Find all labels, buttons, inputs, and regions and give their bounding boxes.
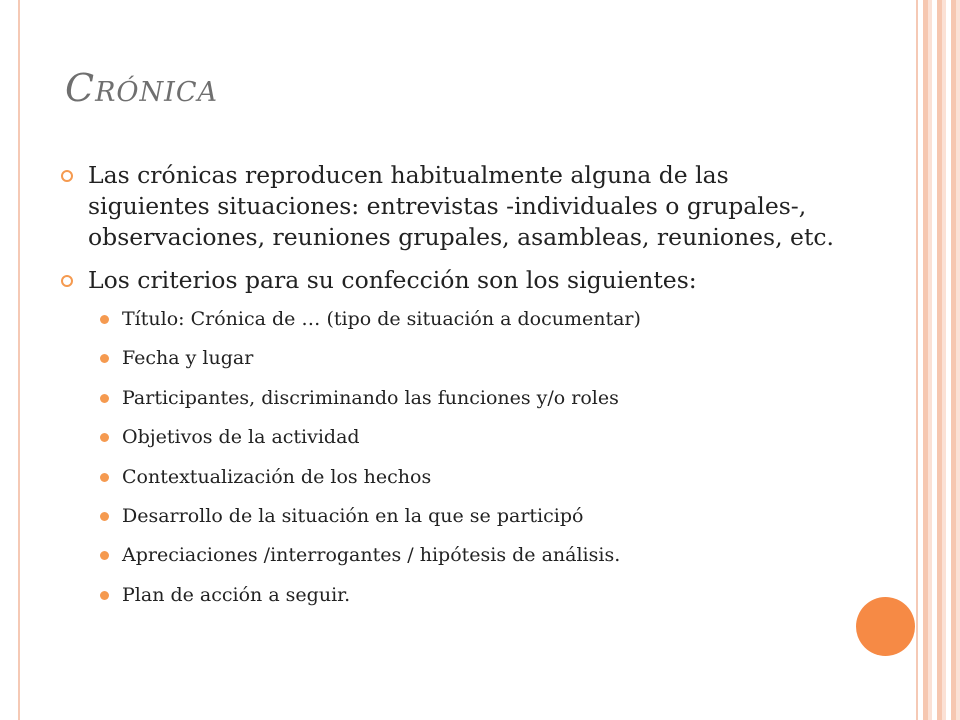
bullet-item xyxy=(60,265,850,296)
sub-bullet-text: Fecha y lugar xyxy=(122,347,254,370)
sub-bullet-text: Contextualización de los hechos xyxy=(122,465,432,488)
orange-circle-decoration xyxy=(856,597,915,656)
dot-bullet-icon xyxy=(100,551,109,560)
sub-bullet-text: Apreciaciones /interrogantes / hipótesis de análisis. xyxy=(122,544,621,567)
slide-content xyxy=(60,160,850,623)
dot-bullet-icon xyxy=(100,512,109,521)
dot-bullet-icon xyxy=(100,591,109,600)
decorative-stripes xyxy=(918,0,960,720)
sub-bullet-text: Título: Crónica de … (tipo de situación a documentar) xyxy=(122,308,641,330)
sub-bullet-item xyxy=(100,544,850,567)
dot-bullet-icon xyxy=(100,354,109,363)
dot-bullet-icon xyxy=(100,433,109,442)
sub-bullet-item xyxy=(100,308,850,331)
sub-bullet-text: Participantes, discriminando las funciones y/o roles xyxy=(122,386,619,409)
sub-bullet-item xyxy=(100,347,850,370)
sub-bullet-text: Plan de acción a seguir. xyxy=(122,583,351,606)
sub-bullet-item xyxy=(100,505,850,528)
bullet-item xyxy=(60,160,850,253)
bullet-text: Las crónicas reproducen habitualmente alguna de las siguientes situaciones: entrevistas -individuales o grupales-, observaciones, reuniones grupales, asambleas, reuniones, etc. xyxy=(88,161,835,251)
dot-bullet-icon xyxy=(100,315,109,324)
sub-bullet-text: Desarrollo de la situación en la que se participó xyxy=(122,504,584,527)
dot-bullet-icon xyxy=(100,394,109,403)
sub-bullet-text: Objetivos de la actividad xyxy=(122,426,360,449)
dot-bullet-icon xyxy=(100,473,109,482)
sub-bullet-item xyxy=(100,584,850,607)
bullet-text: Los criterios para su confección son los siguientes: xyxy=(88,266,697,294)
sub-bullet-item xyxy=(100,466,850,489)
slide-title: Crónica xyxy=(65,66,218,110)
sub-bullet-item xyxy=(100,426,850,449)
ring-bullet-icon xyxy=(60,169,74,183)
ring-bullet-icon xyxy=(60,274,74,288)
sub-bullet-item xyxy=(100,387,850,410)
